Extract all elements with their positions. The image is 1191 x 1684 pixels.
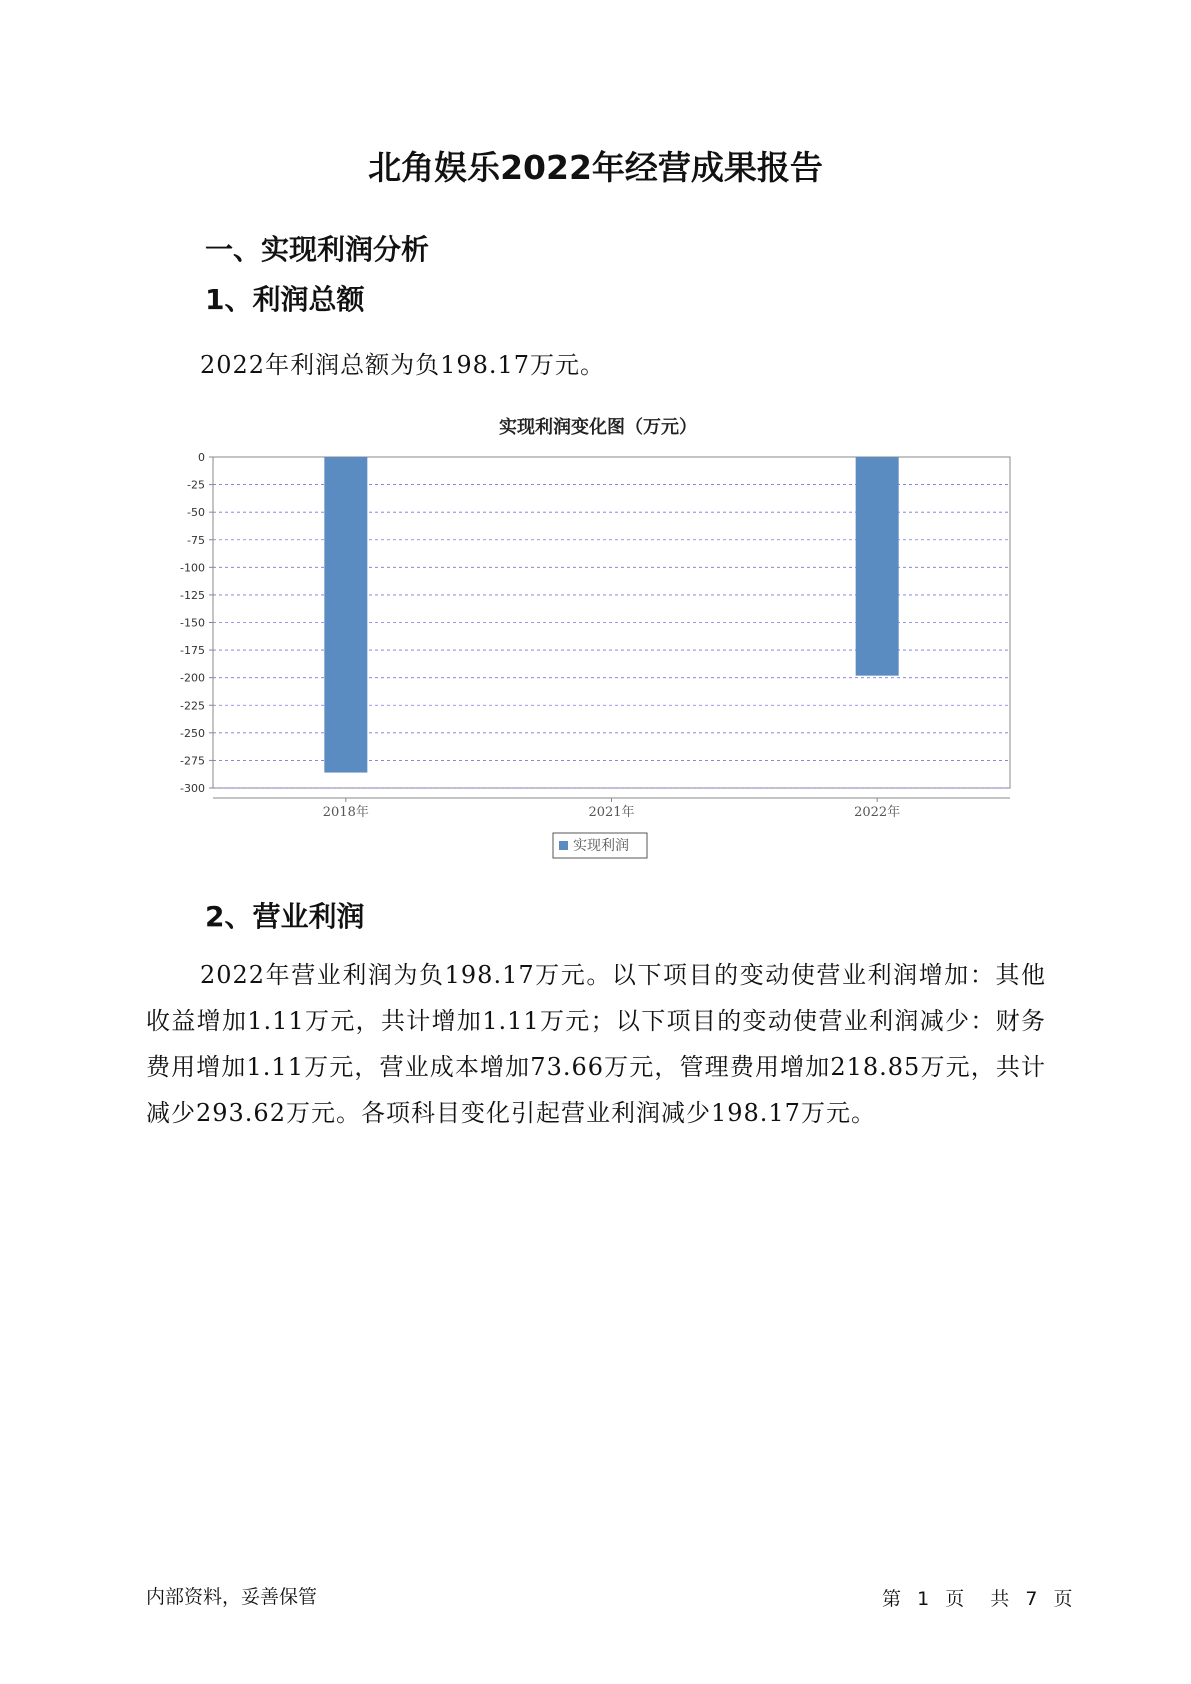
chart-ytick-label: -225 bbox=[180, 699, 205, 713]
footer-total-prefix: 共 bbox=[990, 1588, 1010, 1610]
subheading-operating-profit: 2、营业利润 bbox=[205, 900, 365, 933]
footer-total-number: 7 bbox=[1025, 1588, 1038, 1610]
chart-xtick-label: 2018年 bbox=[322, 805, 369, 820]
section-heading-profit-analysis: 一、实现利润分析 bbox=[205, 233, 430, 266]
footer-page-prefix: 第 bbox=[882, 1588, 902, 1610]
chart-legend-swatch bbox=[559, 841, 568, 850]
footer-page-indicator bbox=[882, 1584, 1078, 1611]
chart-ytick-label: -200 bbox=[180, 671, 205, 685]
chart-bar bbox=[856, 457, 899, 676]
chart-ytick-label: 0 bbox=[198, 451, 205, 464]
chart-ytick-label: -150 bbox=[180, 616, 205, 630]
document-title: 北角娱乐2022年经营成果报告 bbox=[368, 148, 823, 187]
operating-profit-paragraph: 2022年营业利润为负198.17万元。以下项目的变动使营业利润增加：其他收益增加1.11万元，共计增加1.11万元；以下项目的变动使营业利润减少：财务费用增加1.11万元，营业成本增加73.66万元，管理费用增加218.85万元，共计减少293.62万元。各项科目变化引起营业利润减少198.17万元。 bbox=[146, 961, 1046, 1127]
subheading-total-profit: 1、利润总额 bbox=[205, 283, 365, 316]
chart-xtick-label: 2021年 bbox=[588, 805, 635, 820]
total-profit-paragraph: 2022年利润总额为负198.17万元。 bbox=[200, 351, 606, 379]
footer-page-suffix: 页 bbox=[945, 1588, 965, 1610]
chart-ytick-label: -25 bbox=[187, 478, 205, 492]
chart-ytick-label: -50 bbox=[187, 506, 205, 520]
chart-ytick-label: -100 bbox=[180, 561, 205, 575]
chart-title: 实现利润变化图（万元） bbox=[499, 417, 697, 438]
footer-confidential-note: 内部资料，妥善保管 bbox=[146, 1586, 318, 1608]
chart-ytick-label: -250 bbox=[180, 726, 205, 740]
chart-xtick-label: 2022年 bbox=[854, 805, 901, 820]
chart-bar bbox=[324, 457, 367, 773]
footer-page-number: 1 bbox=[917, 1588, 930, 1610]
chart-ytick-label: -300 bbox=[180, 782, 205, 795]
chart-ytick-label: -125 bbox=[180, 588, 205, 602]
footer-total-suffix: 页 bbox=[1053, 1588, 1073, 1610]
chart-ytick-label: -75 bbox=[187, 533, 205, 547]
chart-ytick-label: -175 bbox=[180, 644, 205, 658]
chart-legend-label: 实现利润 bbox=[573, 838, 629, 854]
chart-ytick-label: -275 bbox=[180, 754, 205, 768]
